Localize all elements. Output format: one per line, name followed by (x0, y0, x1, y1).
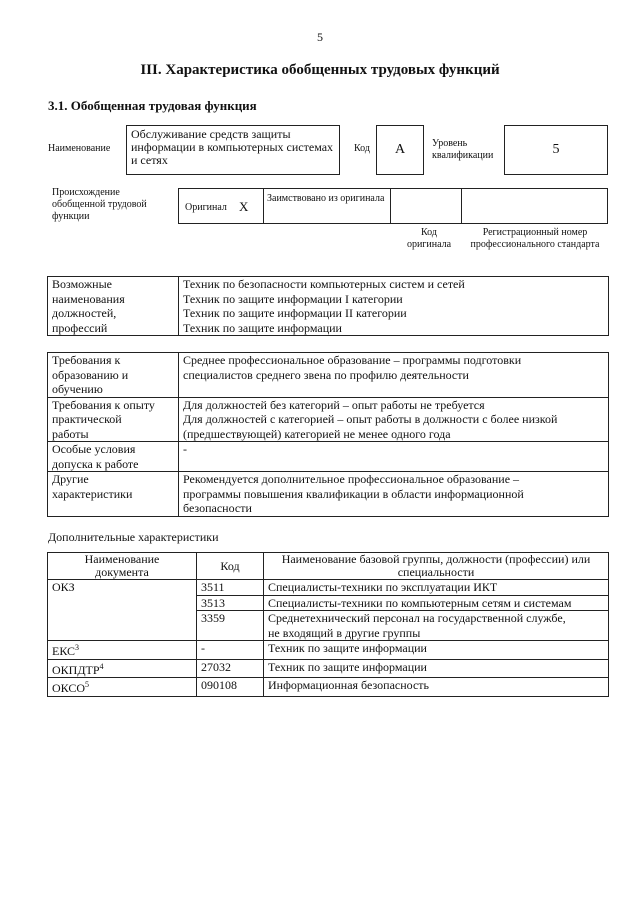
list-item: Техник по защите информации II категории (183, 306, 407, 320)
table-row: Особые условия допуска к работе - (48, 442, 609, 472)
subsection-title: 3.1. Обобщенная трудовая функция (48, 98, 257, 113)
name-value: Обслуживание средств защиты информации в компьютерных системах и сетях (131, 127, 334, 167)
table-row: Требования к образованию и обучению Среднее профессиональное образование – программы подготовки специалистов среднего звена по профилю деятельности (48, 353, 609, 398)
additional-caption: Дополнительные характеристики (48, 530, 219, 544)
origin-label: Происхождение обобщенной трудовой функции (52, 187, 147, 222)
section-title: III. Характеристика обобщенных трудовых функций (140, 62, 500, 78)
table-row: ЕКС$^3$ - Техник по защите информации (48, 641, 609, 660)
code-label: Код (354, 143, 370, 154)
table-row: ОКСО$^5$ 090108 Информационная безопасность (48, 678, 609, 697)
code-caption: Код оригинала (406, 227, 452, 250)
level-value: 5 (552, 142, 560, 157)
additional-table (47, 552, 609, 697)
list-item: Техник по защите информации (183, 320, 342, 335)
code-box (376, 125, 424, 175)
level-box (504, 125, 608, 175)
list-item: Техник по безопасности компьютерных систем и сетей (183, 277, 465, 291)
level-label: Уровень квалификации (432, 138, 494, 161)
code-value: А (394, 142, 406, 157)
list-item: Техник по защите информации I категории (183, 291, 403, 306)
page-number: 5 (317, 30, 323, 44)
reg-caption: Регистрационный номер профессионального стандарта (470, 227, 600, 250)
requirements-table (47, 352, 609, 517)
table-row: ОКПДТР$^4$ 27032 Техник по защите информации (48, 659, 609, 678)
borrowed-label: Заимствовано из оригинала (267, 193, 385, 204)
original-mark: X (239, 199, 249, 214)
table-row: 3359 Среднетехнический персонал на государственной службе, не входящий в другие группы (48, 611, 609, 641)
name-label: Наименование (48, 143, 111, 154)
table-header-row: Наименование документа Код Наименование базовой группы, должности (профессии) или специальности (48, 553, 609, 580)
positions-list (179, 277, 609, 336)
table-row: ОКЗ 3511 Специалисты-техники по эксплуатации ИКТ (48, 580, 609, 596)
table-row: Требования к опыту практической работы Для должностей без категорий – опыт работы не требуется Для должностей с категорией – опыт работы в должности с более низкой (предшествующей) категорией не менее одного года (48, 397, 609, 442)
name-value-box (126, 125, 340, 175)
origin-row (178, 188, 608, 224)
positions-label: Возможные наименования должностей, профессий (48, 277, 179, 336)
original-label: Оригинал (185, 202, 227, 213)
positions-table (47, 276, 609, 336)
table-row: 3513 Специалисты-техники по компьютерным сетям и системам (48, 595, 609, 611)
table-row: Другие характеристики Рекомендуется дополнительное профессиональное образование – программы повышения квалификации в области информационной безопасности (48, 472, 609, 517)
